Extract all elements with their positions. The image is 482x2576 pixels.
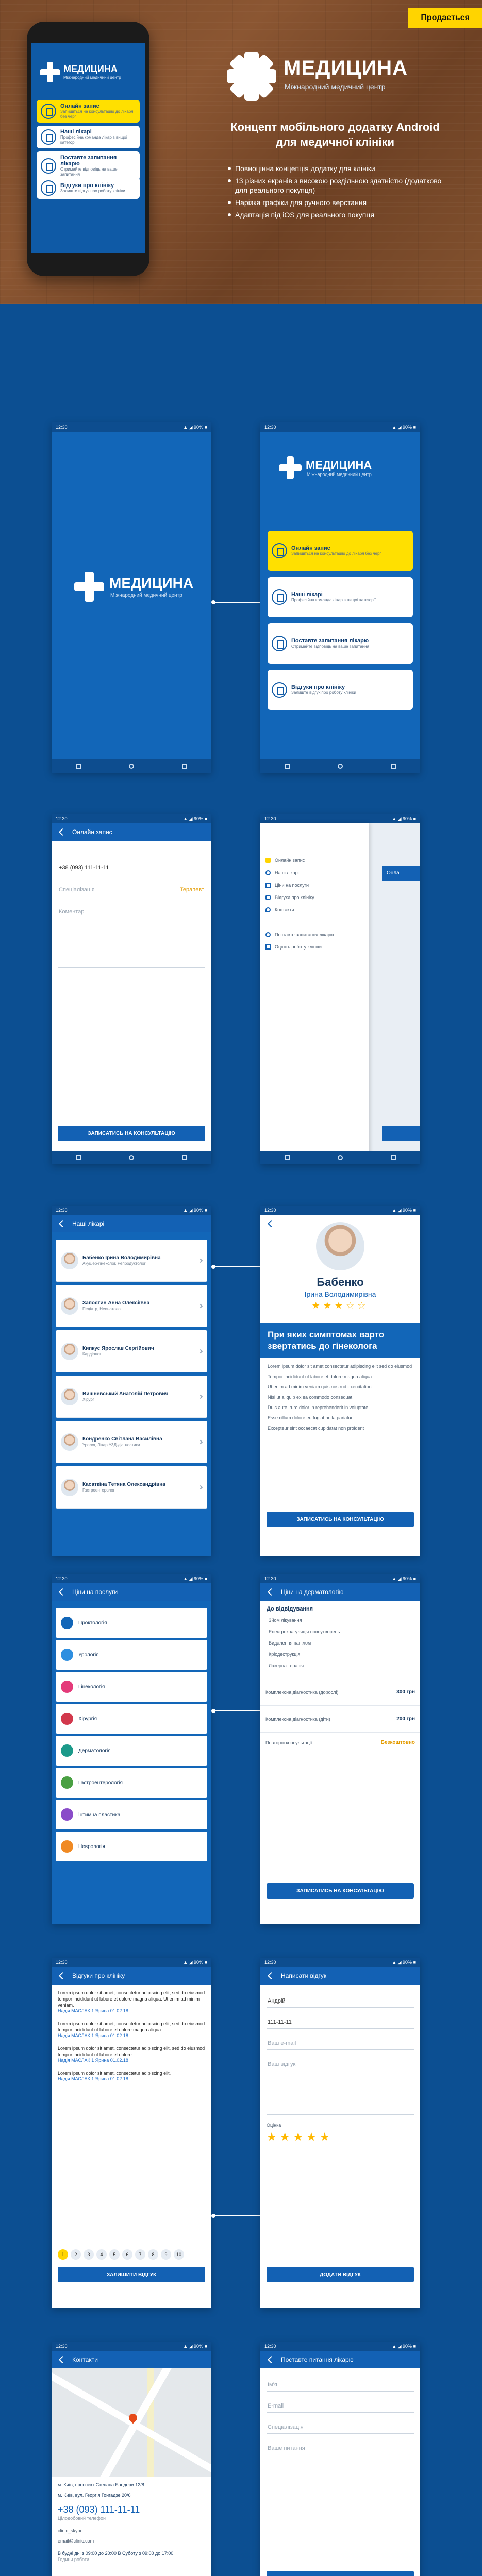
page-number[interactable]: 5	[109, 2249, 120, 2260]
page-title: Онлайн запис	[72, 828, 112, 836]
hero-card-reviews[interactable]: Відгуки про клініку Залиште відгук про роботу клініки	[37, 177, 140, 199]
page-number[interactable]: 7	[135, 2249, 145, 2260]
page-title: Написати відгук	[281, 1972, 327, 1979]
review-item: Lorem ipsum dolor sit amet, consectetur adipiscing elit. Надія МАСЛАК 1 Ярина 01.02.18	[58, 2071, 171, 2081]
status-bar: 12:30 ▲ ◢ 90% ■	[260, 1206, 420, 1215]
doctor-row[interactable]: Бабенко Ірина Володимирівна Акушер-гінеколог, Репродуктолог	[56, 1240, 207, 1282]
recent-nav-icon[interactable]	[182, 1155, 187, 1160]
skype-link[interactable]: clinic_skype	[58, 2528, 83, 2533]
avatar	[61, 1297, 78, 1315]
specialization-select[interactable]: Спеціалізація	[267, 2421, 414, 2434]
price-row: Комплексна діагностика (діти) 200 грн	[260, 1706, 420, 1733]
avatar	[61, 1388, 78, 1405]
screen-prices	[52, 1574, 211, 1924]
hero-section	[0, 0, 482, 304]
doctor-icon	[265, 870, 271, 875]
drawer-item-prices[interactable]: Ціни на послуги	[260, 879, 369, 891]
app-bar	[260, 1583, 420, 1601]
screen-booking	[52, 814, 211, 1164]
page-number[interactable]: 9	[161, 2249, 171, 2260]
chevron-right-icon	[198, 1349, 203, 1353]
service-list	[52, 1601, 211, 1861]
review-item: Lorem ipsum dolor sit amet, consectetur adipiscing elit, sed do eiusmod tempor incididunt ut labore et dolore magna aliqua. Ut enim ad minim veniam. Надія МАСЛАК 1 Ярина 01.02.18	[58, 1990, 205, 2013]
hero-card-ask[interactable]: Поставте запитання лікарю Отримайте відповідь на ваше запитання	[37, 151, 140, 180]
review-item: Lorem ipsum dolor sit amet, consectetur adipiscing elit, sed do eiusmod tempor incididunt ut labore et dolore. Надія МАСЛАК 1 Ярина 01.02.18	[58, 2046, 205, 2063]
price-row: Комплексна діагностика (дорослі) 300 грн	[260, 1679, 420, 1706]
map-pin-icon[interactable]	[127, 2412, 139, 2424]
page-title: Наші лікарі	[72, 1220, 105, 1227]
service-row[interactable]: Інтимна пластика	[56, 1800, 207, 1829]
home-nav-icon[interactable]	[129, 1155, 134, 1160]
avatar	[61, 1433, 78, 1451]
working-hours: В будні дні з 09:00 до 20:00 В Суботу з 09:00 до 17:00	[58, 2551, 174, 2556]
question-textarea[interactable]: Ваше питання	[267, 2442, 414, 2514]
question-icon	[272, 636, 287, 651]
chevron-right-icon	[198, 1485, 203, 1489]
status-bar: 12:30 ▲ ◢ 90% ■	[52, 1574, 211, 1583]
surgery-icon	[61, 1713, 73, 1725]
rating-stars[interactable]: ★★★★★	[267, 2130, 333, 2143]
service-row[interactable]: Неврологія	[56, 1832, 207, 1861]
recent-nav-icon[interactable]	[391, 1155, 396, 1160]
leave-review-button[interactable]: ЗАЛИШИТИ ВІДГУК	[58, 2267, 205, 2282]
service-row[interactable]: Урологія	[56, 1640, 207, 1670]
back-arrow-icon[interactable]	[268, 1972, 275, 1979]
hero-title: Концепт мобільного додатку Android для медичної клініки	[230, 121, 440, 148]
submit-question-button[interactable]	[267, 2571, 414, 2576]
home-nav-icon[interactable]	[338, 764, 343, 769]
doctor-surname: Бабенко	[317, 1276, 364, 1289]
doctor-row[interactable]: Вишневський Анатолій Петрович Хірург	[56, 1376, 207, 1418]
app-bar	[52, 1967, 211, 1985]
page-number[interactable]: 4	[96, 2249, 107, 2260]
app-bar	[52, 1583, 211, 1601]
hero-feature-list	[227, 164, 443, 223]
map[interactable]	[52, 2368, 211, 2477]
status-bar: 12:30 ▲ ◢ 90% ■	[260, 1958, 420, 1967]
status-bar: 12:30 ▲ ◢ 90% ■	[260, 814, 420, 823]
hero-logo-tagline: Міжнародний медичний центр	[285, 82, 386, 91]
doctor-row[interactable]: Кипкус Ярослав Сергійович Кардіолог	[56, 1330, 207, 1372]
name-field[interactable]: Ім'я	[267, 2379, 414, 2392]
submit-booking-button[interactable]: ЗАПИСАТИСЬ НА КОНСУЛЬТАЦІЮ	[58, 1126, 205, 1141]
phone-link[interactable]: +38 (093) 111-11-11	[58, 2504, 140, 2515]
submit-booking-button[interactable]: ЗАПИСАТИСЬ НА КОНСУЛЬТАЦІЮ	[267, 1512, 414, 1527]
back-nav-icon[interactable]	[285, 764, 290, 769]
hero-feature: 13 різних екранів з високою роздільною здатністю (додатково для реального покупця)	[227, 176, 443, 195]
symptoms-list	[260, 1358, 420, 1440]
status-bar: 12:30 ▲ ◢ 90% ■	[52, 814, 211, 823]
app-bar	[52, 1215, 211, 1232]
email-field[interactable]: Ваш e-mail	[267, 2037, 414, 2050]
screen-drawer	[260, 814, 420, 1164]
procedure-item: Видалення папілом	[269, 1640, 311, 1646]
dermatology-icon	[61, 1744, 73, 1757]
chevron-right-icon	[198, 1394, 203, 1398]
android-nav-bar	[52, 1151, 211, 1164]
doctor-rating: ★★★☆☆	[311, 1300, 369, 1311]
procedure-item: Електрокоагуляція новоутворень	[269, 1629, 340, 1634]
drawer-item-reviews[interactable]: Відгуки про клініку	[260, 891, 369, 904]
app-bar	[52, 823, 211, 841]
back-arrow-icon[interactable]	[268, 2356, 275, 2363]
email-field[interactable]: E-mail	[267, 2400, 414, 2413]
address-2: м. Київ, вул. Георгія Гонгадзе 20/6	[58, 2493, 131, 2498]
screen-home	[260, 422, 420, 773]
screen-ask-doctor	[260, 2342, 420, 2576]
hero-phone-logo: МЕДИЦИНА	[63, 64, 118, 74]
pagination	[58, 2249, 184, 2260]
service-row[interactable]: Гінекологія	[56, 1672, 207, 1702]
home-nav-icon[interactable]	[129, 764, 134, 769]
home-card-booking[interactable]: Онлайн запис Запишіться на консультацію до лікаря без черг	[268, 531, 413, 571]
flow-connector	[213, 1266, 264, 1267]
page-number[interactable]: 8	[148, 2249, 158, 2260]
flow-connector	[213, 1710, 264, 1711]
calendar-icon	[265, 858, 271, 863]
drawer-item-contacts[interactable]: Контакти	[260, 904, 369, 916]
hero-phone	[27, 22, 149, 276]
page-number[interactable]: 10	[174, 2249, 184, 2260]
procedure-item: Лазерна терапія	[269, 1663, 304, 1668]
medical-cross-icon	[40, 62, 60, 82]
question-icon	[41, 158, 56, 174]
doctor-row[interactable]: Касаткіна Тетяна Олександрівна Гастроентеролог	[56, 1466, 207, 1509]
submit-booking-button[interactable]: ЗАПИСАТИСЬ НА КОНСУЛЬТАЦІЮ	[267, 1883, 414, 1899]
home-card-reviews[interactable]: Відгуки про клініку Залиште відгук про роботу клініки	[268, 670, 413, 710]
android-nav-bar	[52, 759, 211, 773]
neurology-icon	[61, 1840, 73, 1853]
back-arrow-icon[interactable]	[268, 1588, 275, 1596]
nav-drawer	[260, 823, 369, 1164]
hero-phone-tagline: Міжнародний медичний центр	[63, 75, 121, 80]
calendar-icon	[41, 104, 56, 119]
screen-price-detail	[260, 1574, 420, 1924]
app-bar	[260, 1967, 420, 1985]
review-textarea[interactable]: Ваш відгук	[267, 2058, 414, 2115]
question-icon	[265, 932, 271, 937]
flow-connector	[213, 602, 264, 603]
doctor-row[interactable]: Кондренко Світлана Василівна Уролог, Лікар УЗД-діагностики	[56, 1421, 207, 1463]
avatar	[61, 1479, 78, 1496]
doctor-given-name: Ірина Володимирівна	[304, 1290, 376, 1298]
chevron-right-icon	[198, 1258, 203, 1262]
home-tagline: Міжнародний медичний центр	[307, 472, 372, 477]
back-nav-icon[interactable]	[76, 764, 81, 769]
hero-card-doctors[interactable]: Наші лікарі Професійна команда лікарів вищої категорії	[37, 126, 140, 148]
location-icon	[265, 907, 271, 912]
name-field[interactable]: Андрій	[267, 1995, 414, 2008]
screen-doctor-detail	[260, 1206, 420, 1556]
plastic-icon	[61, 1808, 73, 1821]
flow-connector	[213, 2215, 264, 2216]
service-row[interactable]: Гастроентерологія	[56, 1768, 207, 1798]
chevron-right-icon	[198, 1303, 203, 1308]
sale-badge: Продається	[408, 8, 482, 28]
symptom-item: Esse cillum dolore eu fugiat nulla pariatur	[268, 1415, 353, 1420]
drawer-peek-appbar: Онла	[382, 866, 420, 881]
urology-icon	[61, 1649, 73, 1661]
status-bar: 12:30 ▲ ◢ 90% ■	[52, 1958, 211, 1967]
address-1: м. Київ, проспект Степана Бандери 12/8	[58, 2482, 144, 2487]
drawer-peek-button	[382, 1126, 420, 1141]
symptom-item: Ut enim ad minim veniam quis nostrud exercitation	[268, 1384, 372, 1389]
page-number[interactable]: 6	[122, 2249, 132, 2260]
app-bar	[52, 2351, 211, 2368]
home-nav-icon[interactable]	[338, 1155, 343, 1160]
drawer-item-rate[interactable]: Оцініть роботу клініки	[260, 941, 369, 953]
price-icon	[265, 883, 271, 888]
chat-icon	[41, 180, 56, 196]
calendar-icon	[272, 543, 287, 558]
procedure-item: Кріодеструкція	[269, 1652, 301, 1657]
email-link[interactable]: email@clinic.com	[58, 2538, 94, 2544]
symptom-item: Nisi ut aliquip ex ea commodo consequat	[268, 1395, 353, 1400]
proctology-icon	[61, 1617, 73, 1629]
page-title: Відгуки про клініку	[72, 1972, 125, 1979]
back-arrow-icon[interactable]	[59, 1588, 66, 1596]
android-nav-bar	[260, 759, 420, 773]
status-bar: 12:30 ▲ ◢ 90% ■	[260, 422, 420, 432]
status-bar: 12:30 ▲ ◢ 90% ■	[52, 2342, 211, 2351]
avatar	[61, 1252, 78, 1269]
back-nav-icon[interactable]	[76, 1155, 81, 1160]
phone-field[interactable]: 111-11-11	[267, 2016, 414, 2029]
phone-caption: Цілодобовий телефон	[58, 2516, 106, 2521]
screen-contacts	[52, 2342, 211, 2576]
doctor-icon	[41, 129, 56, 145]
review-list	[52, 1985, 211, 2094]
procedure-list	[260, 1617, 420, 1669]
add-review-button[interactable]: ДОДАТИ ВІДГУК	[267, 2267, 414, 2282]
back-arrow-icon[interactable]	[268, 1220, 275, 1227]
recent-nav-icon[interactable]	[182, 764, 187, 769]
splash-tagline: Міжнародний медичний центр	[110, 592, 182, 598]
chat-icon	[265, 895, 271, 900]
star-icon	[265, 944, 271, 950]
back-arrow-icon[interactable]	[59, 828, 66, 836]
hero-phone-screen	[31, 43, 145, 253]
screen-splash	[52, 422, 211, 773]
service-row[interactable]: Дерматологія	[56, 1736, 207, 1766]
hours-caption: Години роботи	[58, 2557, 89, 2562]
page-title: Ціни на послуги	[72, 1588, 118, 1596]
drawer-item-ask[interactable]: Поставте запитання лікарю	[260, 928, 369, 941]
specialization-select[interactable]: Спеціалізація Терапевт	[58, 884, 205, 896]
page-number[interactable]: 3	[84, 2249, 94, 2260]
back-arrow-icon[interactable]	[59, 2356, 66, 2363]
chevron-right-icon	[198, 1439, 203, 1444]
phone-field[interactable]: +38 (093) 111-11-11	[58, 861, 205, 874]
home-card-ask[interactable]: Поставте запитання лікарю Отримайте відповідь на ваше запитання	[268, 623, 413, 664]
hero-feature: Нарізка графіки для ручного верстання	[227, 198, 443, 207]
status-bar: 12:30 ▲ ◢ 90% ■	[260, 1574, 420, 1583]
recent-nav-icon[interactable]	[391, 764, 396, 769]
page-number[interactable]: 1	[58, 2249, 68, 2260]
status-bar: 12:30 ▲ ◢ 90% ■	[52, 1206, 211, 1215]
android-nav-bar	[260, 1151, 420, 1164]
hero-feature: Адаптація під iOS для реального покупця	[227, 210, 443, 219]
gynecology-icon	[61, 1681, 73, 1693]
back-arrow-icon[interactable]	[59, 1972, 66, 1979]
app-bar	[260, 2351, 420, 2368]
drawer-item-doctors[interactable]: Наші лікарі	[260, 867, 369, 879]
symptom-item: Duis aute irure dolor in reprehenderit in voluptate	[268, 1405, 369, 1410]
doctor-header	[260, 1215, 420, 1323]
service-row[interactable]: Хірургія	[56, 1704, 207, 1734]
hero-feature: Повноцінна концепція додатку для клініки	[227, 164, 443, 173]
status-bar: 12:30 ▲ ◢ 90% ■	[52, 422, 211, 432]
review-item: Lorem ipsum dolor sit amet, consectetur adipiscing elit, sed do eiusmod tempor incididunt ut labore et dolore magna aliqua. Надія МАСЛАК 1 Ярина 01.02.18	[58, 2021, 205, 2038]
service-row[interactable]: Проктологія	[56, 1608, 207, 1638]
back-nav-icon[interactable]	[285, 1155, 290, 1160]
home-cross-icon	[279, 456, 302, 479]
price-row: Повторні консультації Безкоштовно	[260, 1733, 420, 1753]
rating-label: Оцінка	[267, 2123, 281, 2128]
symptom-item: Tempor incididunt ut labore et dolore magna aliqua	[268, 1374, 372, 1379]
comment-field[interactable]: Коментар	[58, 906, 205, 968]
hero-logo-cross-icon	[227, 52, 276, 101]
doctor-icon	[272, 589, 287, 605]
screen-reviews	[52, 1958, 211, 2308]
doctor-photo	[316, 1222, 364, 1270]
screen-doctors	[52, 1206, 211, 1556]
splash-cross-icon	[74, 572, 104, 602]
procedure-item: Зйом лікування	[269, 1618, 302, 1623]
home-card-doctors[interactable]: Наші лікарі Професійна команда лікарів вищої категорії	[268, 577, 413, 617]
screen-write-review	[260, 1958, 420, 2308]
symptoms-headline: При яких симптомах варто звертатись до гінеколога	[260, 1323, 420, 1358]
drawer-item-booking[interactable]: Онлайн запис	[260, 854, 369, 867]
gastro-icon	[61, 1776, 73, 1789]
section-title: До відвідування	[267, 1606, 313, 1612]
splash-logo-text: МЕДИЦИНА	[109, 575, 194, 591]
symptom-item: Excepteur sint occaecat cupidatat non proident	[268, 1426, 364, 1431]
page-title: Контакти	[72, 2356, 98, 2363]
page-title: Ціни на дерматологію	[281, 1588, 344, 1596]
status-bar: 12:30 ▲ ◢ 90% ■	[260, 2342, 420, 2351]
doctor-row[interactable]: Запоєтин Анна Олексіївна Педіатр, Неонатолог	[56, 1285, 207, 1327]
page-title: Поставте питання лікарю	[281, 2356, 354, 2363]
chat-icon	[272, 682, 287, 698]
avatar	[61, 1343, 78, 1360]
hero-card-booking[interactable]: Онлайн запис Запишіться на консультацію до лікаря без черг	[37, 100, 140, 123]
symptom-item: Lorem ipsum dolor sit amet consectetur adipiscing elit sed do eiusmod	[268, 1364, 412, 1369]
back-arrow-icon[interactable]	[59, 1220, 66, 1227]
home-logo-text: МЕДИЦИНА	[306, 459, 372, 471]
hero-logo-text: МЕДИЦИНА	[284, 57, 408, 79]
page-number[interactable]: 2	[71, 2249, 81, 2260]
